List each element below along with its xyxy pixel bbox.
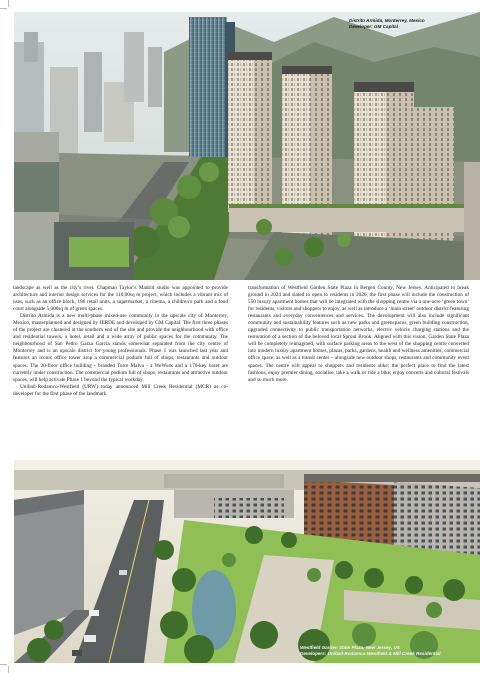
right-text-column — [248, 285, 469, 384]
bottom-image-caption — [300, 645, 441, 657]
top-caption-developer: Developer: GM Capital — [349, 24, 399, 29]
left-paragraph-2: Distrito Armida is a new multi-phase mixed-use community in the upscale city of Monterrey, Mexico, masterplanned and designed by JERDE and developed by GM Capital. The first three phases of the project are clustered at the southern end of the site and provide the neighbourhood with office and residential towers, a hotel, retail and a wide array of public spaces for the community. The neighbourhood of San Pedro Garza García stands somewhat separated from the city centre of Monterrey and is an upscale district for young professionals. Phase 1 was launched last year and features an iconic office tower atop a commercial podium full of shops, restaurants and outdoor spaces. The 20-floor office building - branded Torre Malva - a WeWork and a 170-key hotel are currently under construction. The commercial podium full of shops, restaurants and attractive outdoor spaces, will help activate Phase 1 beyond the typical workday. — [13, 313, 228, 383]
crop-mark — [0, 8, 7, 9]
bottom-caption-developers: Developers: Unibail-Rodamco-Westfield & Mill Creek Residential — [300, 651, 441, 656]
crop-mark — [8, 666, 9, 673]
distrito-armida-render — [14, 12, 480, 280]
right-paragraph-1: transformation of Westfield Garden State Plaza in Bergen County, New Jersey. Anticipated to break ground in 2024 and slated to open to residents in 2026, the first phase will include the construction of 550 luxury apartment homes that will be integrated with the shopping centre via a one-acre ‘green town’ for residents, visitors and shoppers to enjoy, as well as introduce a ‘main street’ outdoor district featuring restaurants and everyday conveniences and services. The development will also include significant community and sustainability features such as new parks and greenspaces, green building construction, upgraded connectivity to public transportation networks, electric vehicle charging stations and the restoration of a section of the beloved local Sprout Brook. Aligned with this vision, Garden State Plaza will be completely reimagined, with surface parking areas to the west of the shopping centre converted into modern luxury apartment homes, plazas, parks, gardens, health and wellness amenities, commercial office space, as well as a transit center – alongside new outdoor shops, restaurants and community event spaces. The centre will appeal to shoppers and residents alike; the perfect place to find the latest fashions, enjoy premier dining, socialise, take a walk or ride a bike, enjoy concerts and cultural festivals and so much more. — [248, 285, 469, 383]
top-caption-location: Distrito Armida, Monterrey, Mexico — [349, 18, 425, 23]
left-text-column — [13, 285, 228, 398]
left-paragraph-1: landscape as well as the city’s river. Chapman Taylor’s Madrid studio was appointed to provide architecture and interior design services for the 110,00sq m project, which includes a vibrant mix of uses, such as an office block, 186 retail units, a supermarket, a cinema, a children’s park and a food court alongside 5,000sq m of green spaces. — [13, 285, 228, 313]
top-image-caption — [349, 18, 425, 30]
left-paragraph-3: Unibail-Rodamco-Westfield (URW) today announced Mill Creek Residential (MCR) as co-developer for the first phase of the landmark — [13, 383, 228, 397]
garden-state-plaza-render — [14, 460, 480, 663]
bottom-caption-location: Westfield Garden State Plaza, New Jersey, US — [300, 645, 400, 650]
crop-mark — [8, 0, 9, 7]
crop-mark — [0, 664, 7, 665]
